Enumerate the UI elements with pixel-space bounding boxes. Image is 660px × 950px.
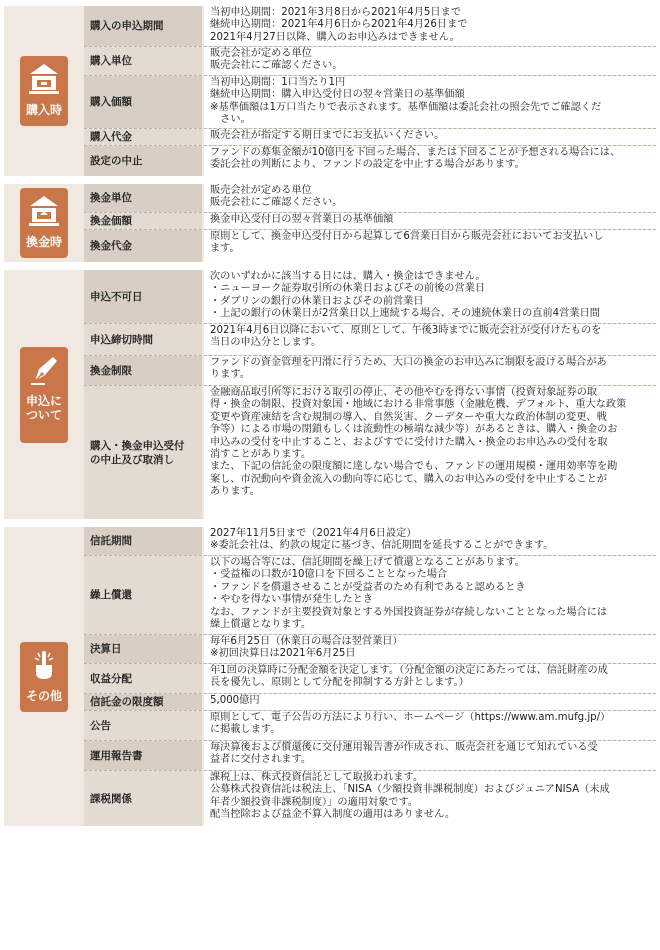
row-label: 購入価額	[84, 76, 202, 128]
table-row	[84, 356, 656, 386]
section-badge	[20, 188, 68, 258]
table-row	[84, 556, 656, 635]
table-row	[84, 76, 656, 129]
row-content: 換金申込受付日の翌々営業日の基準価額	[202, 213, 656, 229]
section-badge	[20, 642, 68, 712]
section-title: 換金時	[25, 235, 62, 249]
row-content: 次のいずれかに該当する日には、購入・換金はできません。 ・ニューヨーク証券取引所の休業日およびその前後の営業日 ・ダブリンの銀行の休業日およびその前営業日 ・上記の銀行の休業日が2営業日以上連続する場合、その連続休業日の直前4営業日間	[202, 270, 656, 323]
row-content: ファンドの資金管理を円滑に行うため、大口の換金のお申込みに制限を設ける場合があ ります。	[202, 356, 656, 385]
other-section	[4, 527, 656, 826]
row-label: 購入代金	[84, 129, 202, 145]
table-row	[84, 146, 656, 176]
section-side	[4, 270, 84, 519]
application-section	[4, 270, 656, 519]
row-label: 課税関係	[84, 771, 202, 826]
table-row	[84, 386, 656, 519]
table-row	[84, 694, 656, 711]
row-label: 申込締切時間	[84, 324, 202, 355]
row-label: 公告	[84, 711, 202, 740]
section-badge	[20, 56, 68, 126]
table-row	[84, 664, 656, 694]
section-badge	[20, 347, 68, 443]
table-row	[84, 527, 656, 556]
row-content: ファンドの募集金額が10億円を下回った場合、または下回ることが予想される場合には、 委託会社の判断により、ファンドの設定を中止する場合があります。	[202, 146, 656, 176]
row-content: 販売会社が指定する期日までにお支払いください。	[202, 129, 656, 145]
row-label: 繰上償還	[84, 556, 202, 634]
row-content: 当初申込期間：1口当たり1円 継続申込期間：購入申込受付日の翌々営業日の基準価額 ※基準価額は1万口当たりで表示されます。基準価額は委託会社の照会先でご確認くだ さい。	[202, 76, 656, 128]
row-label: 申込不可日	[84, 270, 202, 323]
section-side	[4, 527, 84, 826]
row-label: 購入の申込期間	[84, 6, 202, 46]
building-money-icon	[27, 62, 61, 100]
table-row	[84, 324, 656, 356]
row-label: 換金制限	[84, 356, 202, 385]
section-title: 購入時	[25, 103, 62, 117]
row-content: 2027年11月5日まで（2021年4月6日設定） ※委託会社は、約款の規定に基づき、信託期間を延長することができます。	[202, 527, 656, 555]
pen-nib-icon	[27, 353, 61, 391]
section-rows	[84, 6, 656, 176]
row-label: 設定の中止	[84, 146, 202, 176]
row-content: 2021年4月6日以降において、原則として、午後3時までに販売会社が受付けたものを 当日の申込分とします。	[202, 324, 656, 355]
row-label: 換金単位	[84, 184, 202, 212]
purchase-section	[4, 6, 656, 176]
section-title: その他	[25, 688, 62, 703]
row-content: 販売会社が定める単位 販売会社にご確認ください。	[202, 47, 656, 75]
row-content: 当初申込期間：2021年3月8日から2021年4月5日まで 継続申込期間：2021年4月6日から2021年4月26日まで 2021年4月27日以降、購入のお申込みはできません。	[202, 6, 656, 46]
pointing-hand-icon	[27, 648, 61, 686]
redemption-section	[4, 184, 656, 262]
section-title: 申込に ついて	[25, 393, 62, 422]
row-label: 運用報告書	[84, 741, 202, 770]
table-row	[84, 6, 656, 47]
row-content: 年1回の決算時に分配金額を決定します。（分配金額の決定にあたっては、信託財産の成 長を優先し、原則として分配を抑制する方針とします。）	[202, 664, 656, 693]
row-label: 換金価額	[84, 213, 202, 229]
section-rows	[84, 527, 656, 826]
building-money-out-icon	[27, 194, 61, 232]
row-content: 金融商品取引所等における取引の停止、その他やむを得ない事情（投資対象証券の取 得・換金の制限、投資対象国・地域における非常事態（金融危機、デフォルト、重大な政策 変更や資産凍結を含む規制の導入、自然災害、クーデターや重大な政治体制の変更、戦 争等）による市場の閉鎖もしくは流動性の極端な減少等）があるときは、購入・換金のお 申込みの受付を中止すること、およびすでに受付けた購入・換金のお申込みの受付を取 消すことがあります。 また、下記の信託金の限度額に達しない場合でも、ファンドの運用規模・運用効率等を勘 案し、市況動向や資金流入の動向等に応じて、購入のお申込みの受付を中止することが あります。	[202, 386, 656, 519]
section-rows	[84, 184, 656, 262]
table-row	[84, 711, 656, 741]
section-side	[4, 184, 84, 262]
table-row	[84, 741, 656, 771]
row-content: 以下の場合等には、信託期間を繰上げて償還となることがあります。 ・受益権の口数が10億口を下回ることとなった場合 ・ファンドを償還させることが受益者のため有利であると認めるとき ・やむを得ない事情が発生したとき なお、ファンドが主要投資対象とする外国投資証券が存続しないこととなった場合には 繰上償還となります。	[202, 556, 656, 634]
row-content: 毎年6月25日（休業日の場合は翌営業日） ※初回決算日は2021年6月25日	[202, 635, 656, 663]
row-content: 毎決算後および償還後に交付運用報告書が作成され、販売会社を通じて知れている受 益者に交付されます。	[202, 741, 656, 770]
section-rows	[84, 270, 656, 519]
row-label: 決算日	[84, 635, 202, 663]
table-row	[84, 47, 656, 76]
row-content: 原則として、換金申込受付日から起算して6営業日目から販売会社においてお支払いし ます。	[202, 230, 656, 262]
row-content: 5,000億円	[202, 694, 656, 710]
table-row	[84, 230, 656, 262]
row-label: 購入単位	[84, 47, 202, 75]
row-label: 購入・換金申込受付 の中止及び取消し	[84, 386, 202, 519]
row-content: 販売会社が定める単位 販売会社にご確認ください。	[202, 184, 656, 212]
table-row	[84, 184, 656, 213]
row-content: 課税上は、株式投資信託として取扱われます。 公募株式投資信託は税法上、「NISA（少額投資非課税制度）およびジュニアNISA（未成 年者少額投資非課税制度）」の適用対象です。 配当控除および益金不算入制度の適用はありません。	[202, 771, 656, 826]
row-content: 原則として、電子公告の方法により行い、ホームページ（https://www.am.mufg.jp/） に掲載します。	[202, 711, 656, 740]
row-label: 信託金の限度額	[84, 694, 202, 710]
section-side	[4, 6, 84, 176]
table-row	[84, 129, 656, 146]
table-row	[84, 771, 656, 826]
table-row	[84, 213, 656, 230]
row-label: 収益分配	[84, 664, 202, 693]
row-label: 換金代金	[84, 230, 202, 262]
row-label: 信託期間	[84, 527, 202, 555]
table-row	[84, 635, 656, 664]
table-row	[84, 270, 656, 324]
